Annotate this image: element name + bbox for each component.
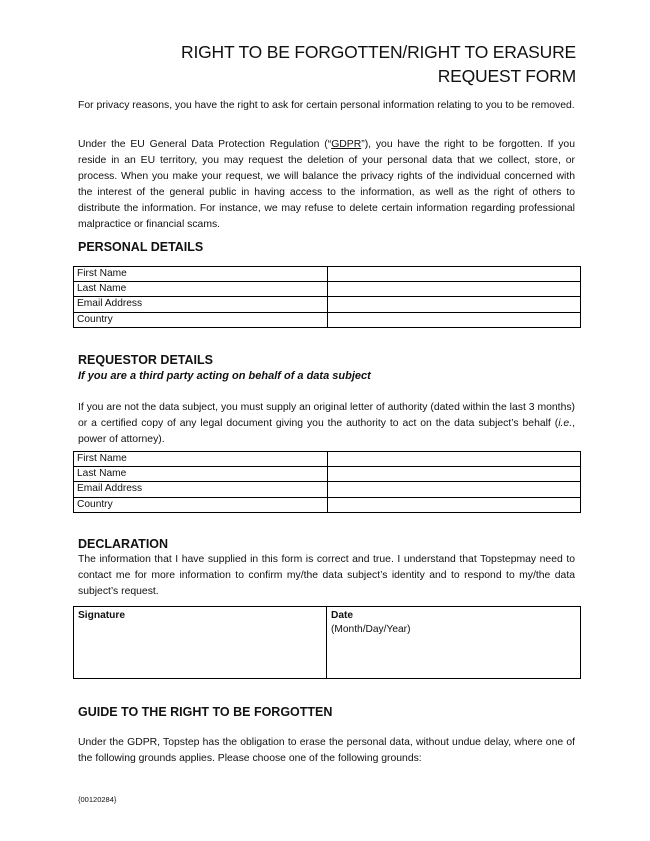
date-field[interactable] [327, 607, 580, 678]
declaration-heading: DECLARATION [78, 537, 169, 551]
requestor-p-italic: i.e. [558, 418, 573, 429]
requestor-country-label: Country [74, 497, 328, 512]
requestor-details-table [73, 451, 581, 513]
personal-first-name-field[interactable] [328, 267, 581, 282]
date-label: Date [331, 610, 354, 621]
table-row [74, 467, 581, 482]
personal-country-field[interactable] [328, 312, 581, 327]
personal-last-name-label: Last Name [74, 282, 328, 297]
table-row [74, 312, 581, 327]
guide-heading: GUIDE TO THE RIGHT TO BE FORGOTTEN [78, 705, 333, 719]
table-row [74, 452, 581, 467]
table-row [74, 497, 581, 512]
date-format-hint: (Month/Day/Year) [331, 624, 411, 635]
requestor-subheading: If you are a third party acting on behalf of a data subject [78, 370, 371, 382]
personal-email-label: Email Address [74, 297, 328, 312]
requestor-country-field[interactable] [328, 497, 581, 512]
form-title-line2: REQUEST FORM [437, 66, 576, 86]
requestor-first-name-label: First Name [74, 452, 328, 467]
requestor-first-name-field[interactable] [328, 452, 581, 467]
intro-paragraph-2 [78, 137, 575, 233]
document-code: {00120284} [78, 795, 117, 804]
requestor-details-heading: REQUESTOR DETAILS [78, 353, 213, 367]
gdpr-link[interactable]: GDPR [331, 139, 362, 150]
intro-p2-after: ”), you have the right to be forgotten. If you reside in an EU territory, you may request the deletion of your personal data that we collect, store, or process. When you make your request, we will balance the privacy rights of the individual concerned with the interest of the general public in having access to the information, as well as the right of others to distribute the information. For instance, we may refuse to delete certain information regarding professional malpractice or financial scams. [78, 139, 575, 230]
personal-country-label: Country [74, 312, 328, 327]
requestor-email-label: Email Address [74, 482, 328, 497]
personal-details-heading: PERSONAL DETAILS [78, 240, 204, 254]
declaration-text: The information that I have supplied in this form is correct and true. I understand that Topstepmay need to contact me for more information to confirm my/the data subject’s identity and to respond to my/the data subject’s request. [78, 554, 575, 597]
requestor-p-after: , power of attorney). [78, 418, 575, 445]
table-row [74, 297, 581, 312]
personal-last-name-field[interactable] [328, 282, 581, 297]
personal-first-name-label: First Name [74, 267, 328, 282]
requestor-last-name-label: Last Name [74, 467, 328, 482]
form-title-line1: RIGHT TO BE FORGOTTEN/RIGHT TO ERASURE [181, 42, 576, 62]
personal-details-table [73, 266, 581, 328]
requestor-email-field[interactable] [328, 482, 581, 497]
requestor-last-name-field[interactable] [328, 467, 581, 482]
personal-email-field[interactable] [328, 297, 581, 312]
intro-p2-before: Under the EU General Data Protection Regulation (“ [78, 139, 332, 150]
signature-date-box [73, 606, 581, 679]
signature-field[interactable] [74, 607, 327, 678]
table-row [74, 267, 581, 282]
signature-label: Signature [78, 610, 125, 621]
guide-text: Under the GDPR, Topstep has the obligation to erase the personal data, without undue delay, where one of the following grounds applies. Please choose one of the following grounds: [78, 737, 575, 764]
table-row [74, 482, 581, 497]
requestor-p-before: If you are not the data subject, you must supply an original letter of authority (dated within the last 3 months) or a certified copy of any legal document giving you the authority to act on the data subject’s behalf ( [78, 402, 575, 429]
intro-paragraph-1: For privacy reasons, you have the right to ask for certain personal information relating to you to be removed. [78, 100, 575, 111]
requestor-paragraph [78, 400, 575, 448]
table-row [74, 282, 581, 297]
